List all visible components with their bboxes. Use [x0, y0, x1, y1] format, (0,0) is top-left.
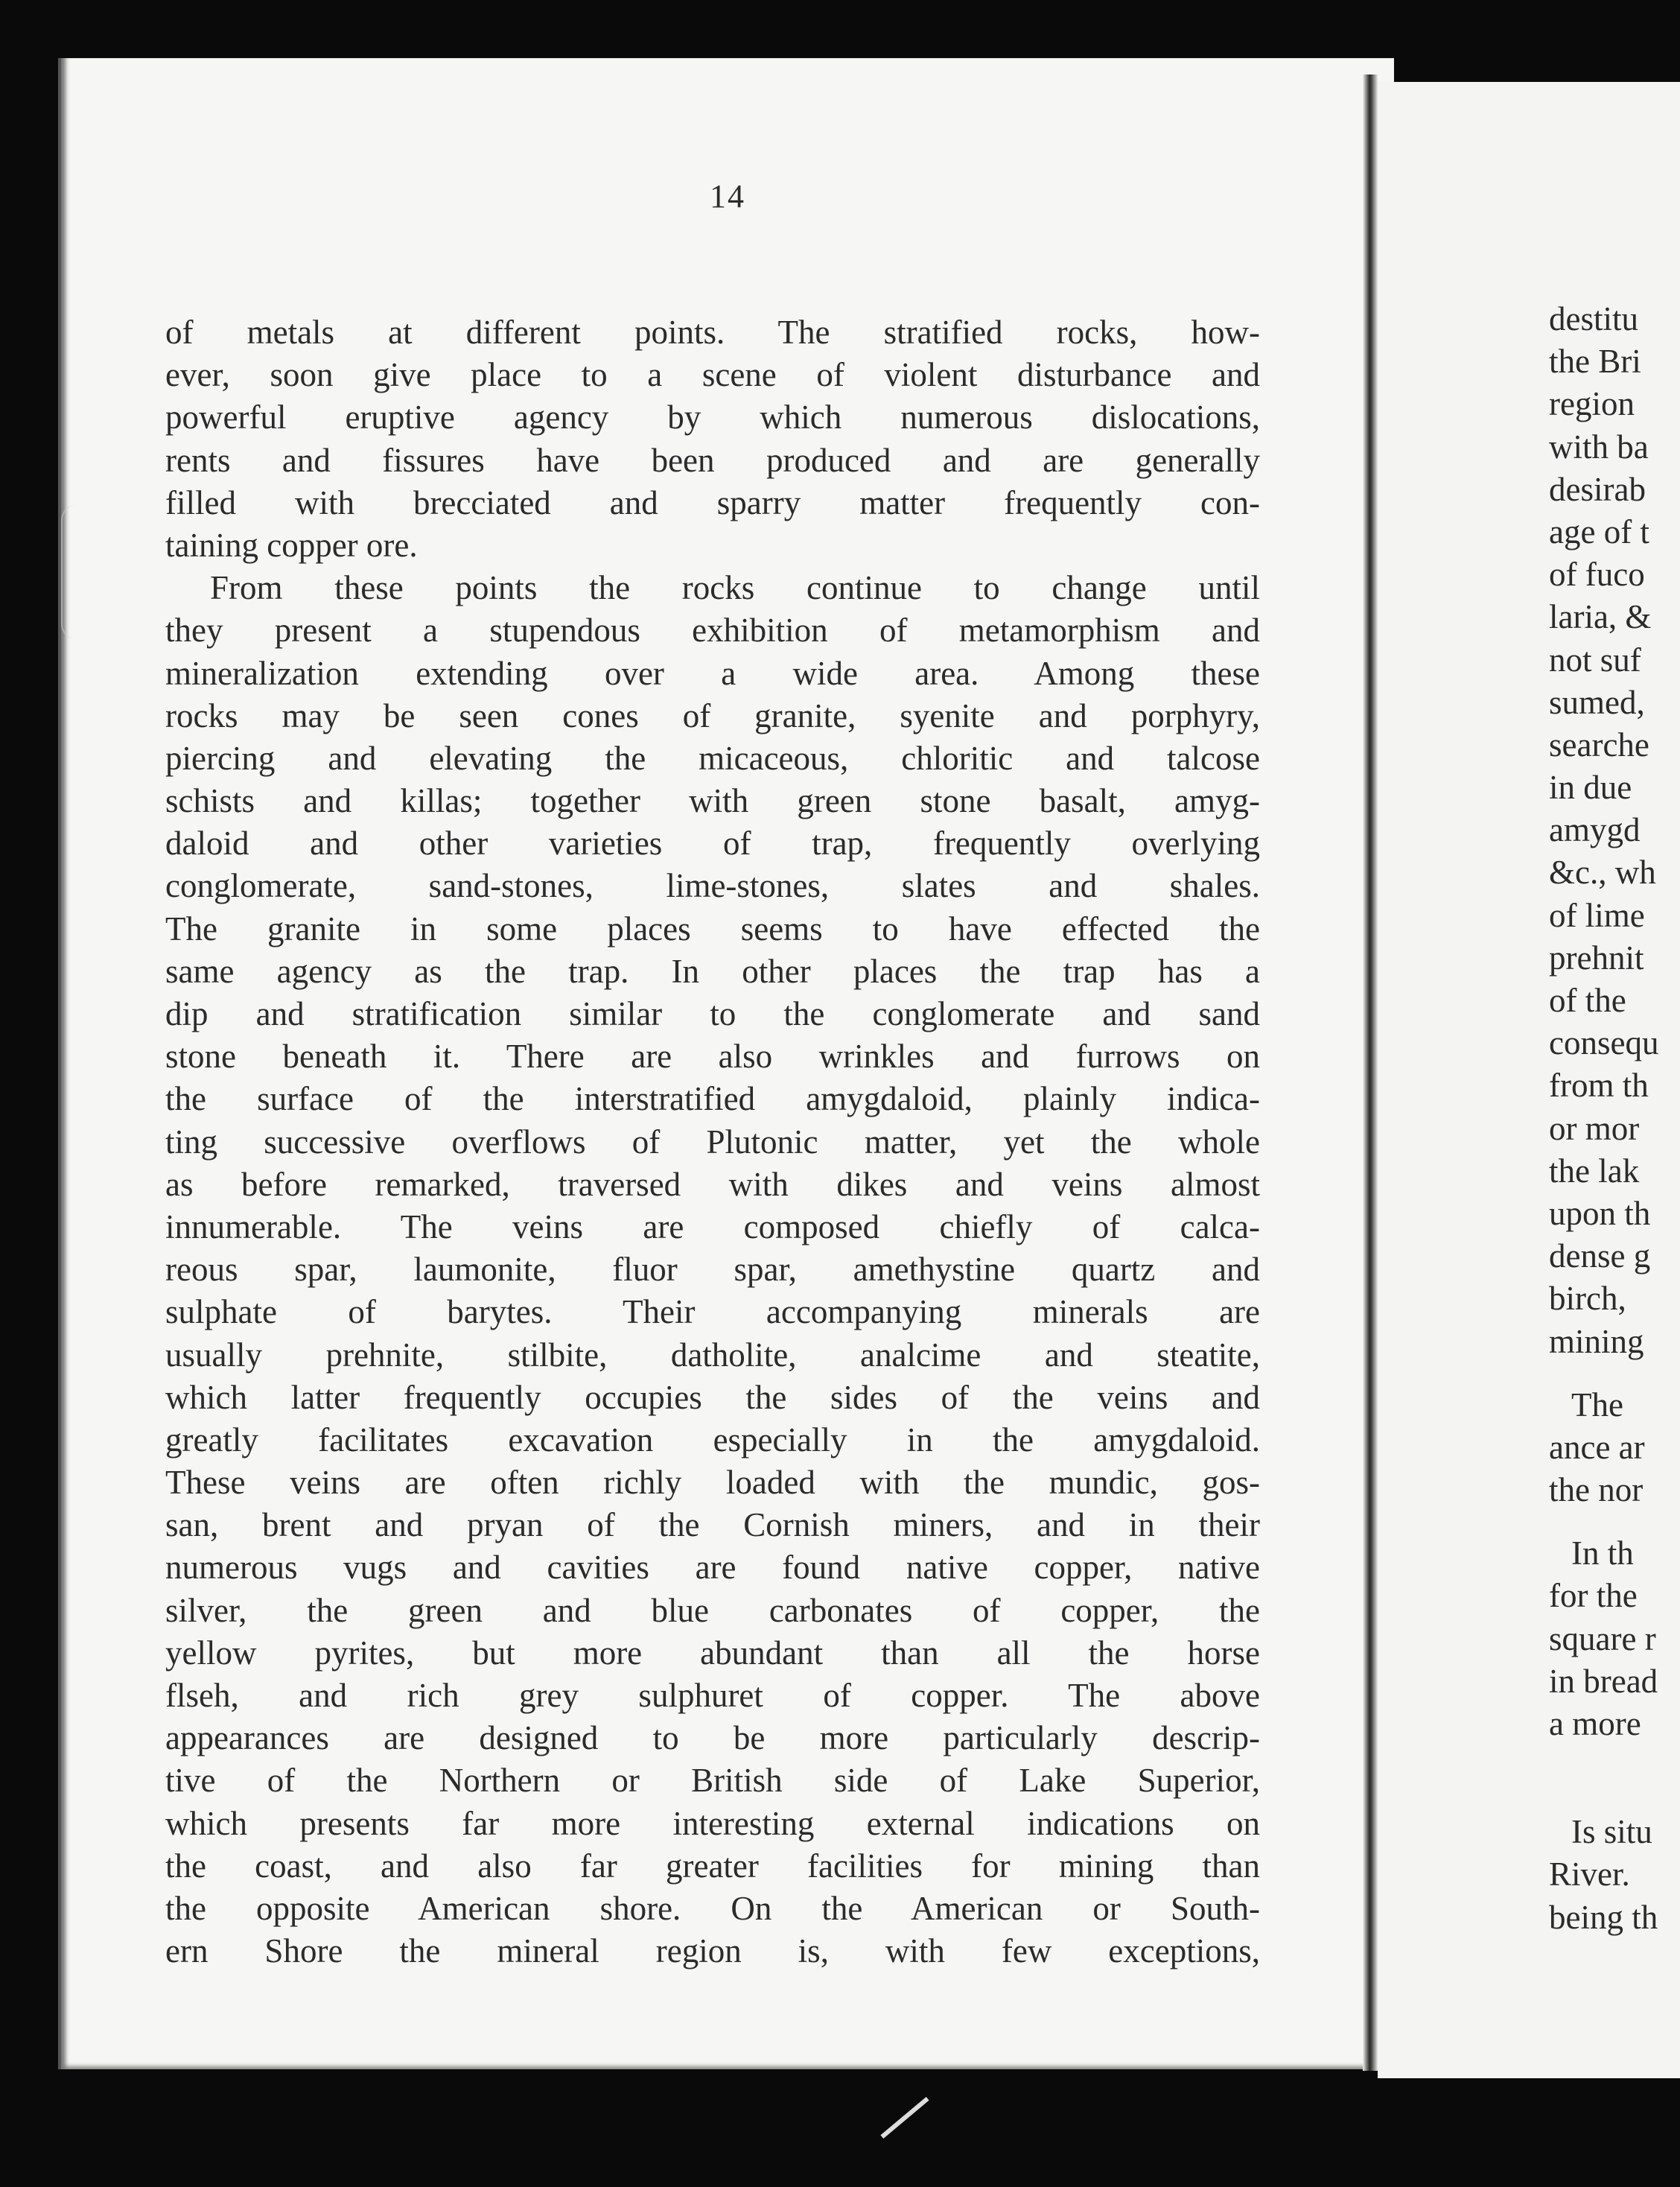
body-text	[165, 311, 1260, 1972]
text-line: of fuco	[1549, 556, 1645, 594]
text-line: The	[1571, 1385, 1623, 1423]
text-line: region	[1549, 385, 1635, 423]
book-gutter	[1363, 74, 1378, 2071]
text-line: laria, &	[1549, 598, 1652, 636]
text-line: destitu	[1549, 300, 1638, 337]
text-line: greatly facilitates excavation especially in the amygdaloid.	[165, 1421, 1260, 1458]
text-line: prehnit	[1549, 939, 1644, 977]
text-line: of lime	[1549, 896, 1645, 934]
paragraph-gap	[1549, 1363, 1680, 1384]
text-line: not suf	[1549, 641, 1641, 679]
text-line: innumerable. The veins are composed chiefly of calca-	[165, 1207, 1260, 1245]
text-line: schists and killas; together with green stone basalt, amyg-	[165, 782, 1260, 820]
text-line: reous spar, laumonite, fluor spar, amethystine quartz and	[165, 1251, 1260, 1289]
text-line: in bread	[1549, 1662, 1658, 1700]
text-line: daloid and other varieties of trap, frequently overlying	[165, 825, 1260, 863]
text-line: which latter frequently occupies the sides of the veins and	[165, 1378, 1260, 1416]
text-line: The granite in some places seems to have effected the	[165, 910, 1260, 948]
text-line: rocks may be seen cones of granite, syenite and porphyry,	[165, 696, 1260, 734]
text-line: dip and stratification similar to the conglomerate and sand	[165, 995, 1260, 1032]
text-line: desirab	[1549, 470, 1646, 508]
text-line: the coast, and also far greater facilities for mining than	[165, 1847, 1260, 1885]
text-line: piercing and elevating the micaceous, chloritic and talcose	[165, 739, 1260, 777]
scratch-mark	[880, 2097, 929, 2139]
text-line: flseh, and rich grey sulphuret of copper. The above	[165, 1677, 1260, 1714]
text-line: mining	[1549, 1322, 1644, 1360]
text-line: dense g	[1549, 1237, 1651, 1275]
text-line: the surface of the interstratified amygdaloid, plainly indica-	[165, 1080, 1260, 1118]
text-line: they present a stupendous exhibition of metamorphism and	[165, 612, 1260, 650]
text-line: In th	[1571, 1534, 1634, 1572]
text-line: River.	[1549, 1856, 1630, 1894]
text-line: for the	[1549, 1577, 1638, 1615]
text-line: in due	[1549, 769, 1632, 807]
text-line: ever, soon give place to a scene of violent disturbance and	[165, 356, 1260, 394]
text-line: silver, the green and blue carbonates of copper, the	[165, 1591, 1260, 1629]
section-gap	[1549, 1745, 1680, 1811]
text-line: the nor	[1549, 1471, 1644, 1509]
text-line: These veins are often richly loaded with the mundic, gos-	[165, 1464, 1260, 1502]
text-line: taining copper ore.	[165, 526, 418, 564]
text-line: conglomerate, sand-stones, lime-stones, slates and shales.	[165, 867, 1260, 905]
text-line: san, brent and pryan of the Cornish miners, and in their	[165, 1506, 1260, 1544]
text-line: ting successive overflows of Plutonic matter, yet the whole	[165, 1123, 1260, 1161]
text-line: amygd	[1549, 811, 1641, 849]
text-line: searche	[1549, 726, 1649, 764]
text-line: as before remarked, traversed with dikes and veins almost	[165, 1165, 1260, 1203]
text-line: same agency as the trap. In other places the trap has a	[165, 952, 1260, 990]
page-number: 14	[710, 178, 745, 215]
left-page	[58, 58, 1394, 2069]
text-line: ance ar	[1549, 1428, 1645, 1466]
text-line: stone beneath it. There are also wrinkles and furrows on	[165, 1038, 1260, 1076]
text-line: yellow pyrites, but more abundant than all the horse	[165, 1634, 1260, 1672]
text-line: upon th	[1549, 1194, 1651, 1232]
text-line: filled with brecciated and sparry matter frequently con-	[165, 483, 1260, 521]
text-line: or mor	[1549, 1109, 1640, 1147]
text-line: tive of the Northern or British side of Lake Superior,	[165, 1762, 1260, 1800]
text-line: powerful eruptive agency by which numerous dislocations,	[165, 399, 1260, 437]
text-line: square r	[1549, 1619, 1656, 1657]
text-line: the opposite American shore. On the American or South-	[165, 1889, 1260, 1927]
right-page-text	[1549, 298, 1680, 1939]
text-line: which presents far more interesting external indications on	[165, 1804, 1260, 1842]
text-line: age of t	[1549, 512, 1649, 550]
text-line: from th	[1549, 1067, 1649, 1105]
text-line: rents and fissures have been produced and are generally	[165, 441, 1260, 479]
text-line: being th	[1549, 1898, 1658, 1936]
text-line: mineralization extending over a wide area. Among these	[165, 654, 1260, 692]
text-line: numerous vugs and cavities are found native copper, native	[165, 1549, 1260, 1587]
text-line: From these points the rocks continue to change until	[210, 569, 1260, 607]
text-line: of metals at different points. The stratified rocks, how-	[165, 314, 1260, 351]
text-line: a more	[1549, 1705, 1641, 1742]
text-line: sulphate of barytes. Their accompanying minerals are	[165, 1293, 1260, 1331]
right-page	[1378, 82, 1680, 2078]
text-line: the lak	[1549, 1152, 1640, 1190]
page-edge-mark	[61, 505, 92, 639]
text-line: birch,	[1549, 1280, 1626, 1318]
text-line: with ba	[1549, 428, 1649, 466]
text-line: Is situ	[1571, 1813, 1652, 1851]
paragraph-gap	[1549, 1511, 1680, 1532]
text-line: usually prehnite, stilbite, datholite, analcime and steatite,	[165, 1336, 1260, 1374]
text-line: &c., wh	[1549, 854, 1656, 892]
text-line: consequ	[1549, 1024, 1659, 1062]
text-line: of the	[1549, 982, 1626, 1019]
text-line: sumed,	[1549, 683, 1645, 721]
text-line: the Bri	[1549, 343, 1641, 381]
text-line: appearances are designed to be more particularly descrip-	[165, 1719, 1260, 1757]
text-line: ern Shore the mineral region is, with few exceptions,	[165, 1932, 1260, 1970]
